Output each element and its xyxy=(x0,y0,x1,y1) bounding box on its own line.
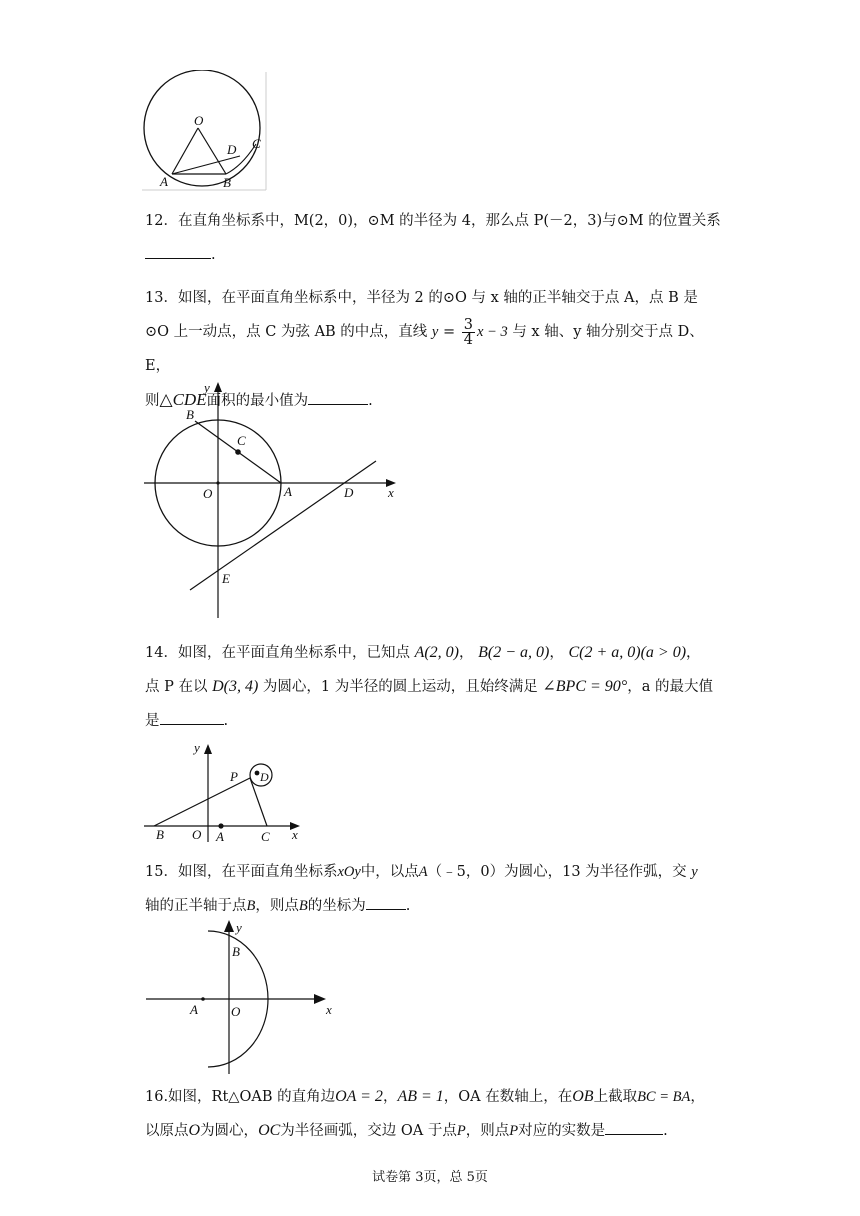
question-13: 13．如图，在平面直角坐标系中，半径为 2 的⊙O 与 x 轴的正半轴交于点 A，点 B 是 ⊙O 上一动点，点 C 为弦 AB 的中点，直线 y = $\frac{3}{4}$ x − 3 与 x 轴、y 轴分别交于点 D、E， 则△CDE面积的最小值为 . xyxy=(145,290,704,410)
figure-q15 xyxy=(140,918,350,1078)
svg-text:C: C xyxy=(261,829,270,844)
label-c: C xyxy=(252,136,261,151)
circle-o xyxy=(144,70,260,186)
figure-q14 xyxy=(140,738,310,844)
svg-text:x: x xyxy=(292,827,298,842)
q16-answer-blank[interactable] xyxy=(605,1120,663,1135)
label-o: O xyxy=(194,113,204,128)
svg-text:O: O xyxy=(231,1004,241,1019)
svg-text:y: y xyxy=(204,380,210,395)
svg-text:A: A xyxy=(190,1002,198,1017)
svg-text:x: x xyxy=(388,485,394,500)
svg-text:B: B xyxy=(156,827,164,842)
svg-text:y: y xyxy=(236,920,242,935)
fraction-3-4: $\frac{3}{4}$ xyxy=(463,316,473,348)
svg-text:O: O xyxy=(192,827,202,842)
figure-q13 xyxy=(140,378,410,624)
svg-text:A: A xyxy=(284,484,292,499)
question-16: 16.如图，Rt△OAB 的直角边OA = 2，AB = 1，OA 在数轴上，在OB上截取BC = BA， 以原点O为圆心，OC为半径画弧，交边 OA 于点P，则点P对应的实数是 . xyxy=(145,1088,705,1139)
question-12: 12．在直角坐标系中，M(2，0)，⊙M 的半径为 4，那么点 P(－2，3)与⊙M 的位置关系 . xyxy=(145,213,721,263)
q14-answer-blank[interactable] xyxy=(160,710,224,725)
question-15: 15．如图，在平面直角坐标系xOy中，以点A（﹣5，0）为圆心，13 为半径作弧，交 y 轴的正半轴于点B，则点B的坐标为 . xyxy=(145,864,698,914)
svg-text:D: D xyxy=(344,485,354,500)
q12-answer-blank[interactable] xyxy=(145,244,211,259)
svg-text:y: y xyxy=(194,740,200,755)
q15-answer-blank[interactable] xyxy=(366,895,406,910)
svg-text:P: P xyxy=(230,769,238,784)
svg-text:O: O xyxy=(203,486,213,501)
svg-text:B: B xyxy=(232,944,240,959)
q12-text: 12．在直角坐标系中，M(2，0)，⊙M 的半径为 4，那么点 P(－2，3)与⊙M 的位置关系 xyxy=(145,213,721,229)
svg-text:x: x xyxy=(326,1002,332,1017)
figure-q11 xyxy=(138,70,270,194)
label-d: D xyxy=(227,142,237,157)
question-14: 14．如图，在平面直角坐标系中，已知点 A(2, 0)， B(2 − a, 0)， C(2 + a, 0)(a > 0)， 点 P 在以 D(3, 4) 为圆心，1 为半径的圆上运动，且始终满足 ∠BPC = 90°，a 的最大值 是 . xyxy=(145,644,713,729)
svg-text:C: C xyxy=(237,433,246,448)
page-footer: 试卷第 3页，总 5页 xyxy=(372,1170,488,1185)
label-b: B xyxy=(223,175,231,190)
svg-text:E: E xyxy=(222,571,230,586)
svg-text:A: A xyxy=(216,829,224,844)
label-a: A xyxy=(160,174,168,189)
svg-text:B: B xyxy=(186,407,194,422)
svg-text:D: D xyxy=(260,770,269,784)
